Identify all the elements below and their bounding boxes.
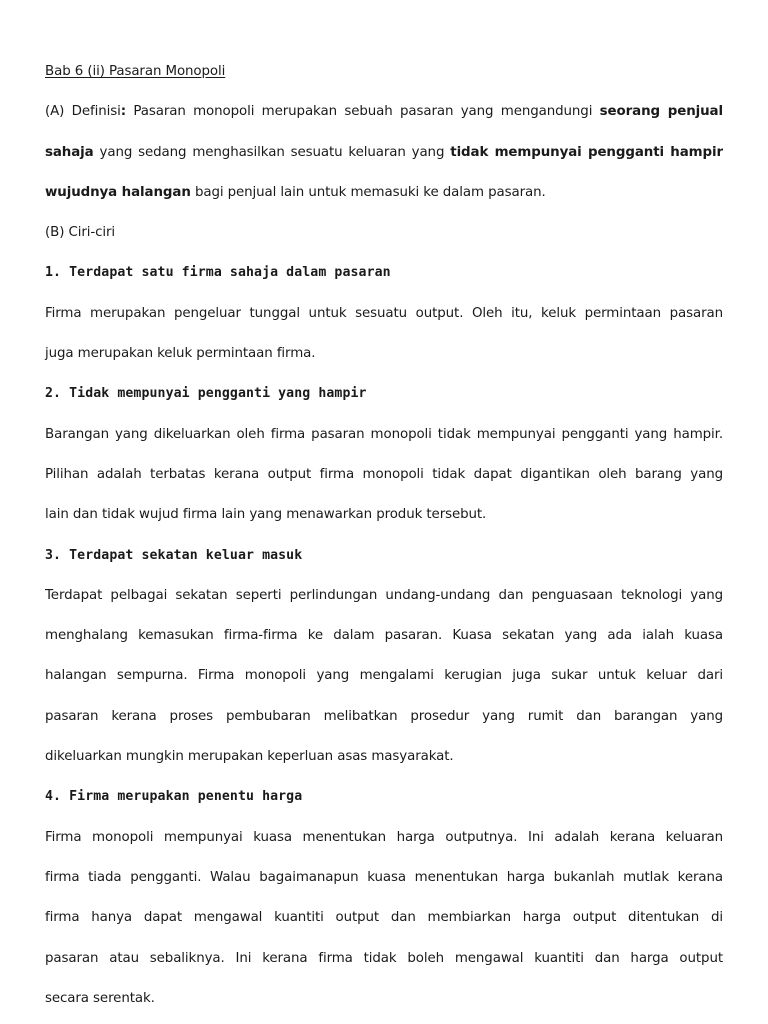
- section-b-heading: (B) Ciri-ciri: [45, 225, 116, 241]
- paragraph-line: Firma monopoli mempunyai kuasa menentukan harga outputnya. Ini adalah kerana keluaran: [45, 829, 723, 845]
- item-heading: 1. Terdapat satu firma sahaja dalam pasaran: [45, 265, 391, 281]
- paragraph-line: juga merupakan keluk permintaan firma.: [45, 346, 316, 362]
- paragraph-line: Firma merupakan pengeluar tunggal untuk sesuatu output. Oleh itu, keluk permintaan pasaran: [45, 305, 723, 321]
- paragraph-line: menghalang kemasukan firma-firma ke dalam pasaran. Kuasa sekatan yang ada ialah kuasa: [45, 628, 723, 644]
- paragraph-line: Pilihan adalah terbatas kerana output firma monopoli tidak dapat digantikan oleh barang yang: [45, 466, 723, 482]
- item-heading: 4. Firma merupakan penentu harga: [45, 789, 303, 805]
- paragraph-line: pasaran atau sebaliknya. Ini kerana firma tidak boleh mengawal kuantiti dan harga output: [45, 950, 723, 966]
- paragraph-line: Terdapat pelbagai sekatan seperti perlindungan undang-undang dan penguasaan teknologi yang: [45, 587, 723, 603]
- item-heading: 3. Terdapat sekatan keluar masuk: [45, 547, 303, 563]
- paragraph-line: pasaran kerana proses pembubaran melibatkan prosedur yang rumit dan barangan yang: [45, 708, 723, 724]
- paragraph-line: Barangan yang dikeluarkan oleh firma pasaran monopoli tidak mempunyai pengganti yang hampir.: [45, 426, 723, 442]
- document-page: [45, 52, 723, 1019]
- definition-bold-1: seorang penjual: [599, 104, 723, 120]
- definition-line-1: [45, 92, 723, 132]
- definition-text-1: Pasaran monopoli merupakan sebuah pasaran yang mengandungi: [133, 104, 593, 120]
- definition-bold-3: tidak mempunyai pengganti hampir: [450, 144, 723, 160]
- paragraph-line: secara serentak.: [45, 990, 155, 1006]
- definition-colon: :: [120, 104, 127, 120]
- definition-text-2: yang sedang menghasilkan sesuatu keluaran yang: [99, 144, 445, 160]
- definition-bold-4: wujudnya halangan: [45, 184, 191, 200]
- item-heading: 2. Tidak mempunyai pengganti yang hampir: [45, 386, 367, 402]
- paragraph-line: firma tiada pengganti. Walau bagaimanapun kuasa menentukan harga bukanlah mutlak kerana: [45, 869, 723, 885]
- paragraph-line: lain dan tidak wujud firma lain yang menawarkan produk tersebut.: [45, 507, 487, 523]
- definition-text-4: bagi penjual lain untuk memasuki ke dalam pasaran.: [194, 184, 546, 200]
- title-text: Bab 6 (ii) Pasaran Monopoli: [45, 64, 226, 79]
- paragraph-line: firma hanya dapat mengawal kuantiti output dan membiarkan harga output ditentukan di: [45, 910, 723, 926]
- paragraph-line: halangan sempurna. Firma monopoli yang mengalami kerugian juga sukar untuk keluar dari: [45, 668, 723, 684]
- definition-line-3: [45, 173, 723, 213]
- definition-line-2: [45, 133, 723, 173]
- definition-bold-2: sahaja: [45, 144, 94, 160]
- paragraph-line: dikeluarkan mungkin merupakan keperluan asas masyarakat.: [45, 749, 454, 765]
- definition-label: (A) Definisi: [45, 104, 121, 120]
- document-title: [45, 52, 723, 92]
